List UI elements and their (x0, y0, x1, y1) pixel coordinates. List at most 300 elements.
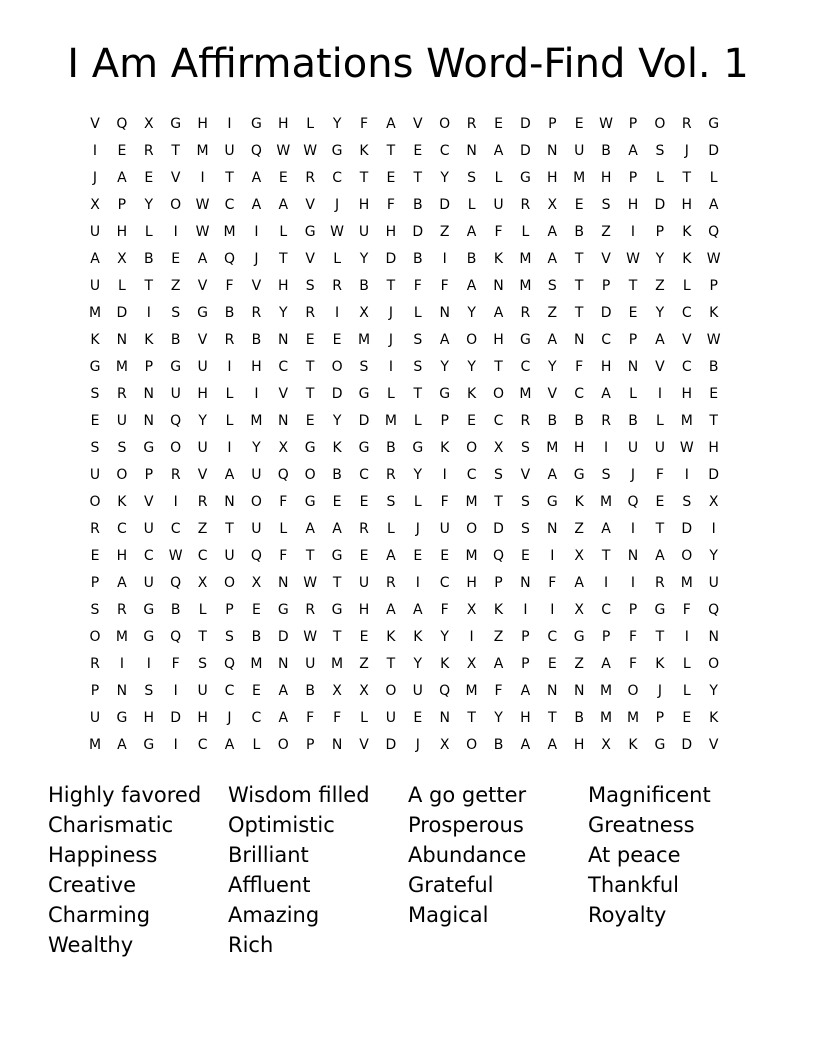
word-list-item: Amazing (228, 903, 320, 927)
grid-letter: D (439, 197, 451, 213)
grid-letter: J (630, 467, 636, 483)
grid-letter: E (251, 602, 261, 618)
grid-letter: R (386, 575, 396, 591)
grid-letter: C (520, 359, 531, 375)
grid-letter: A (197, 251, 208, 267)
grid-letter: M (250, 413, 263, 429)
grid-letter: F (440, 278, 449, 294)
grid-letter: C (547, 629, 558, 645)
grid-letter: T (548, 710, 557, 726)
grid-letter: W (706, 251, 721, 267)
grid-letter: Y (709, 548, 718, 564)
grid-letter: M (465, 683, 478, 699)
grid-row (82, 624, 732, 651)
grid-letter: S (198, 656, 208, 672)
grid-letter: T (682, 170, 692, 186)
grid-letter: J (388, 332, 393, 348)
grid-letter: T (305, 548, 315, 564)
grid-letter: K (144, 332, 154, 348)
grid-letter: H (466, 575, 477, 591)
grid-letter: F (386, 197, 395, 213)
grid-letter: I (146, 305, 151, 321)
grid-letter: G (519, 332, 531, 348)
grid-letter: N (708, 629, 719, 645)
grid-letter: J (684, 143, 689, 159)
word-list-item: Optimistic (228, 813, 335, 837)
word-column (408, 780, 588, 930)
word-list-item: Magical (408, 903, 489, 927)
grid-letter: T (574, 305, 584, 321)
grid-letter: I (684, 629, 689, 645)
grid-letter: Z (359, 656, 369, 672)
word-list-item: Magnificent (588, 783, 711, 807)
grid-letter: R (117, 386, 127, 402)
grid-letter: K (574, 494, 584, 510)
grid-letter: G (439, 386, 451, 402)
grid-letter: V (547, 386, 558, 402)
grid-letter: G (708, 116, 720, 132)
grid-letter: T (305, 386, 315, 402)
grid-letter: H (708, 440, 719, 456)
grid-letter: L (655, 413, 664, 429)
grid-letter: U (493, 197, 504, 213)
grid-letter: P (440, 413, 449, 429)
grid-letter: M (88, 305, 102, 321)
grid-letter: A (386, 116, 396, 132)
grid-letter: P (709, 278, 718, 294)
grid-letter: X (574, 602, 584, 618)
grid-letter: D (681, 737, 693, 753)
grid-letter: W (303, 629, 318, 645)
grid-letter: A (278, 710, 289, 726)
grid-letter: R (359, 521, 369, 537)
grid-letter: G (304, 224, 316, 240)
grid-letter: X (708, 494, 719, 510)
grid-letter: B (224, 305, 235, 321)
grid-letter: I (388, 359, 393, 375)
grid-letter: B (170, 332, 181, 348)
grid-letter: G (331, 602, 343, 618)
grid-letter: U (89, 710, 101, 726)
grid-letter: Y (252, 440, 261, 456)
grid-letter: M (331, 656, 344, 672)
grid-letter: E (171, 251, 181, 267)
grid-letter: V (197, 467, 208, 483)
grid-letter: T (601, 548, 611, 564)
grid-letter: H (547, 170, 558, 186)
grid-letter: S (90, 440, 100, 456)
grid-row (82, 705, 732, 732)
grid-letter: G (304, 440, 316, 456)
grid-letter: P (601, 278, 611, 294)
grid-letter: W (706, 332, 721, 348)
grid-letter: O (439, 116, 451, 132)
grid-letter: N (493, 278, 504, 294)
grid-letter: M (115, 629, 128, 645)
word-list-item: Creative (48, 873, 137, 897)
grid-letter: S (682, 494, 692, 510)
grid-letter: D (412, 224, 424, 240)
grid-row (82, 462, 732, 489)
grid-letter: D (385, 251, 397, 267)
grid-letter: Z (655, 278, 665, 294)
grid-letter: X (332, 683, 342, 699)
grid-letter: N (573, 683, 585, 699)
grid-letter: G (143, 440, 155, 456)
grid-letter: S (601, 197, 611, 213)
grid-letter: N (439, 305, 450, 321)
grid-letter: B (547, 413, 558, 429)
grid-letter: E (90, 413, 100, 429)
grid-letter: R (520, 413, 531, 429)
word-column (588, 780, 768, 930)
grid-letter: H (627, 197, 639, 213)
grid-letter: R (305, 602, 316, 618)
grid-letter: M (546, 440, 559, 456)
grid-letter: N (627, 548, 639, 564)
grid-letter: V (305, 197, 315, 213)
grid-letter: S (90, 602, 100, 618)
grid-row (82, 165, 732, 192)
grid-letter: M (626, 710, 640, 726)
grid-letter: X (601, 737, 611, 753)
grid-letter: S (225, 629, 234, 645)
grid-letter: X (278, 440, 289, 456)
grid-letter: F (575, 359, 584, 375)
grid-letter: S (305, 278, 315, 294)
grid-letter: H (493, 332, 504, 348)
grid-letter: D (600, 305, 612, 321)
grid-letter: F (655, 467, 664, 483)
grid-letter: F (359, 116, 369, 132)
grid-letter: D (681, 521, 693, 537)
grid-letter: X (90, 197, 100, 213)
grid-letter: S (386, 494, 396, 510)
grid-letter: I (550, 548, 555, 564)
grid-letter: N (573, 332, 585, 348)
grid-row (82, 489, 732, 516)
grid-letter: P (521, 629, 530, 645)
word-list-item: A go getter (408, 783, 527, 807)
grid-letter: O (89, 629, 101, 645)
grid-row (82, 300, 732, 327)
grid-letter: E (709, 386, 719, 402)
grid-letter: N (466, 143, 477, 159)
grid-letter: G (412, 440, 424, 456)
grid-letter: L (386, 521, 395, 537)
grid-letter: V (197, 278, 208, 294)
grid-letter: C (439, 143, 450, 159)
grid-letter: J (388, 305, 393, 321)
grid-letter: Y (709, 683, 718, 699)
grid-letter: P (521, 656, 530, 672)
grid-letter: B (412, 197, 423, 213)
grid-letter: B (628, 413, 638, 429)
grid-letter: F (440, 602, 449, 618)
grid-letter: E (413, 710, 423, 726)
grid-letter: E (413, 143, 423, 159)
grid-letter: Q (170, 629, 182, 645)
grid-letter: K (413, 629, 423, 645)
grid-letter: W (303, 575, 318, 591)
grid-letter: G (358, 440, 370, 456)
grid-letter: G (358, 386, 370, 402)
page-title: I Am Affirmations Word-Find Vol. 1 (67, 41, 749, 87)
grid-letter: I (146, 656, 151, 672)
grid-letter: M (115, 359, 128, 375)
grid-letter: A (117, 737, 127, 753)
grid-letter: F (306, 710, 315, 726)
grid-letter: C (681, 305, 692, 321)
grid-letter: F (494, 683, 503, 699)
grid-letter: D (520, 116, 531, 132)
grid-letter: A (251, 170, 262, 186)
grid-letter: A (655, 332, 665, 348)
grid-letter: H (358, 602, 370, 618)
grid-letter: U (574, 143, 585, 159)
grid-letter: T (709, 413, 718, 429)
grid-row (82, 678, 732, 705)
grid-letter: N (116, 683, 128, 699)
grid-letter: P (628, 116, 638, 132)
grid-letter: K (359, 143, 369, 159)
grid-row (82, 381, 732, 408)
grid-letter: T (413, 386, 423, 402)
grid-letter: U (197, 440, 208, 456)
grid-letter: S (144, 683, 154, 699)
grid-letter: A (547, 467, 558, 483)
grid-letter: Q (116, 116, 128, 132)
grid-letter: M (600, 710, 613, 726)
grid-letter: L (144, 224, 153, 240)
grid-letter: P (90, 683, 100, 699)
grid-row (82, 354, 732, 381)
grid-letter: B (386, 440, 396, 456)
grid-letter: S (413, 359, 423, 375)
grid-letter: M (573, 170, 586, 186)
grid-letter: W (599, 116, 614, 132)
grid-letter: E (494, 116, 503, 132)
grid-letter: A (251, 197, 262, 213)
grid-letter: E (628, 305, 638, 321)
grid-letter: U (170, 386, 181, 402)
grid-letter: F (494, 224, 503, 240)
grid-row (82, 435, 732, 462)
grid-letter: Z (170, 278, 181, 294)
grid-letter: Y (332, 116, 342, 132)
grid-letter: N (331, 737, 343, 753)
grid-letter: I (442, 467, 447, 483)
grid-letter: X (439, 737, 450, 753)
grid-letter: B (251, 629, 262, 645)
grid-letter: C (251, 710, 262, 726)
grid-letter: E (359, 548, 369, 564)
grid-letter: K (655, 656, 665, 672)
grid-letter: K (332, 440, 342, 456)
grid-letter: P (494, 575, 503, 591)
grid-letter: I (254, 224, 259, 240)
grid-letter: S (547, 278, 557, 294)
grid-letter: M (196, 143, 209, 159)
grid-letter: E (144, 170, 154, 186)
grid-letter: C (278, 359, 289, 375)
grid-letter: U (89, 467, 101, 483)
grid-letter: B (305, 683, 315, 699)
grid-letter: V (144, 494, 154, 510)
grid-letter: L (252, 737, 261, 753)
grid-letter: E (359, 629, 369, 645)
grid-letter: L (682, 656, 691, 672)
grid-letter: R (466, 116, 477, 132)
grid-letter: D (520, 143, 531, 159)
grid-letter: J (254, 251, 259, 267)
grid-letter: C (574, 386, 585, 402)
grid-letter: D (116, 305, 128, 321)
grid-letter: I (335, 305, 340, 321)
grid-letter: I (200, 170, 205, 186)
grid-letter: L (494, 170, 503, 186)
grid-letter: A (601, 386, 611, 402)
grid-letter: D (277, 629, 289, 645)
grid-letter: K (493, 602, 504, 618)
grid-letter: G (277, 602, 289, 618)
grid-letter: Z (574, 521, 584, 537)
grid-letter: X (359, 305, 369, 321)
grid-letter: D (331, 386, 343, 402)
grid-letter: U (412, 683, 423, 699)
grid-row (82, 327, 732, 354)
grid-row (82, 138, 732, 165)
grid-letter: Y (655, 305, 665, 321)
grid-letter: Q (708, 602, 720, 618)
grid-letter: C (170, 521, 181, 537)
grid-letter: R (117, 602, 127, 618)
grid-letter: R (601, 413, 611, 429)
grid-letter: E (520, 548, 530, 564)
grid-letter: H (143, 710, 155, 726)
grid-letter: B (574, 224, 584, 240)
grid-letter: F (440, 494, 449, 510)
grid-letter: Q (223, 656, 236, 672)
grid-letter: O (331, 359, 343, 375)
grid-letter: N (547, 683, 558, 699)
grid-letter: L (198, 602, 207, 618)
grid-letter: C (224, 683, 235, 699)
grid-row (82, 732, 732, 759)
grid-letter: S (655, 143, 665, 159)
word-column (48, 780, 228, 960)
grid-letter: G (331, 143, 343, 159)
grid-letter: Q (170, 413, 182, 429)
word-list-item: Wealthy (48, 933, 134, 957)
grid-letter: W (168, 548, 183, 564)
grid-row (82, 246, 732, 273)
grid-letter: B (574, 413, 584, 429)
grid-letter: G (654, 602, 666, 618)
grid-letter: Z (439, 224, 450, 240)
grid-letter: A (224, 737, 235, 753)
word-list-item: At peace (588, 843, 681, 867)
grid-letter: M (88, 737, 102, 753)
grid-letter: V (251, 278, 262, 294)
grid-letter: M (357, 332, 371, 348)
grid-letter: L (413, 305, 422, 321)
grid-letter: P (305, 737, 315, 753)
grid-letter: U (358, 224, 370, 240)
grid-letter: M (519, 278, 532, 294)
grid-letter: H (251, 359, 262, 375)
grid-letter: O (170, 440, 182, 456)
grid-letter: M (519, 251, 532, 267)
grid-letter: G (170, 359, 182, 375)
grid-letter: L (279, 224, 288, 240)
grid-letter: S (467, 170, 477, 186)
grid-letter: R (170, 467, 181, 483)
grid-letter: I (604, 440, 609, 456)
grid-letter: C (466, 467, 477, 483)
grid-letter: W (195, 197, 210, 213)
grid-letter: T (494, 494, 503, 510)
grid-letter: L (682, 278, 691, 294)
grid-letter: A (574, 575, 584, 591)
grid-letter: K (117, 494, 127, 510)
grid-letter: P (601, 629, 611, 645)
grid-letter: Q (223, 251, 236, 267)
grid-letter: H (116, 224, 128, 240)
grid-letter: I (442, 251, 447, 267)
grid-letter: D (654, 197, 666, 213)
grid-letter: L (413, 494, 422, 510)
grid-letter: Q (250, 548, 262, 564)
grid-letter: A (278, 683, 289, 699)
grid-letter: E (305, 413, 315, 429)
grid-letter: U (654, 440, 666, 456)
grid-letter: U (305, 656, 316, 672)
grid-letter: S (520, 494, 530, 510)
grid-letter: V (520, 467, 531, 483)
word-list-item: Prosperous (408, 813, 524, 837)
grid-letter: N (278, 656, 289, 672)
grid-letter: A (520, 737, 531, 753)
grid-letter: P (628, 332, 638, 348)
grid-letter: A (547, 737, 558, 753)
grid-letter: A (466, 224, 477, 240)
grid-letter: S (413, 332, 423, 348)
grid-letter: O (681, 548, 693, 564)
grid-letter: T (386, 656, 396, 672)
grid-letter: U (116, 413, 128, 429)
grid-letter: V (197, 332, 208, 348)
grid-letter: I (227, 440, 232, 456)
grid-letter: N (278, 413, 289, 429)
grid-letter: V (305, 251, 315, 267)
grid-letter: W (679, 440, 694, 456)
grid-letter: E (655, 494, 665, 510)
grid-letter: Y (144, 197, 154, 213)
grid-letter: L (306, 116, 315, 132)
grid-letter: N (547, 521, 558, 537)
grid-letter: I (119, 656, 124, 672)
grid-letter: E (90, 548, 100, 564)
grid-letter: M (600, 683, 613, 699)
grid-letter: Q (492, 548, 505, 564)
grid-letter: N (224, 494, 235, 510)
grid-letter: U (143, 521, 154, 537)
grid-letter: T (574, 251, 584, 267)
grid-letter: X (466, 656, 477, 672)
grid-row (82, 111, 732, 138)
grid-letter: L (521, 224, 530, 240)
